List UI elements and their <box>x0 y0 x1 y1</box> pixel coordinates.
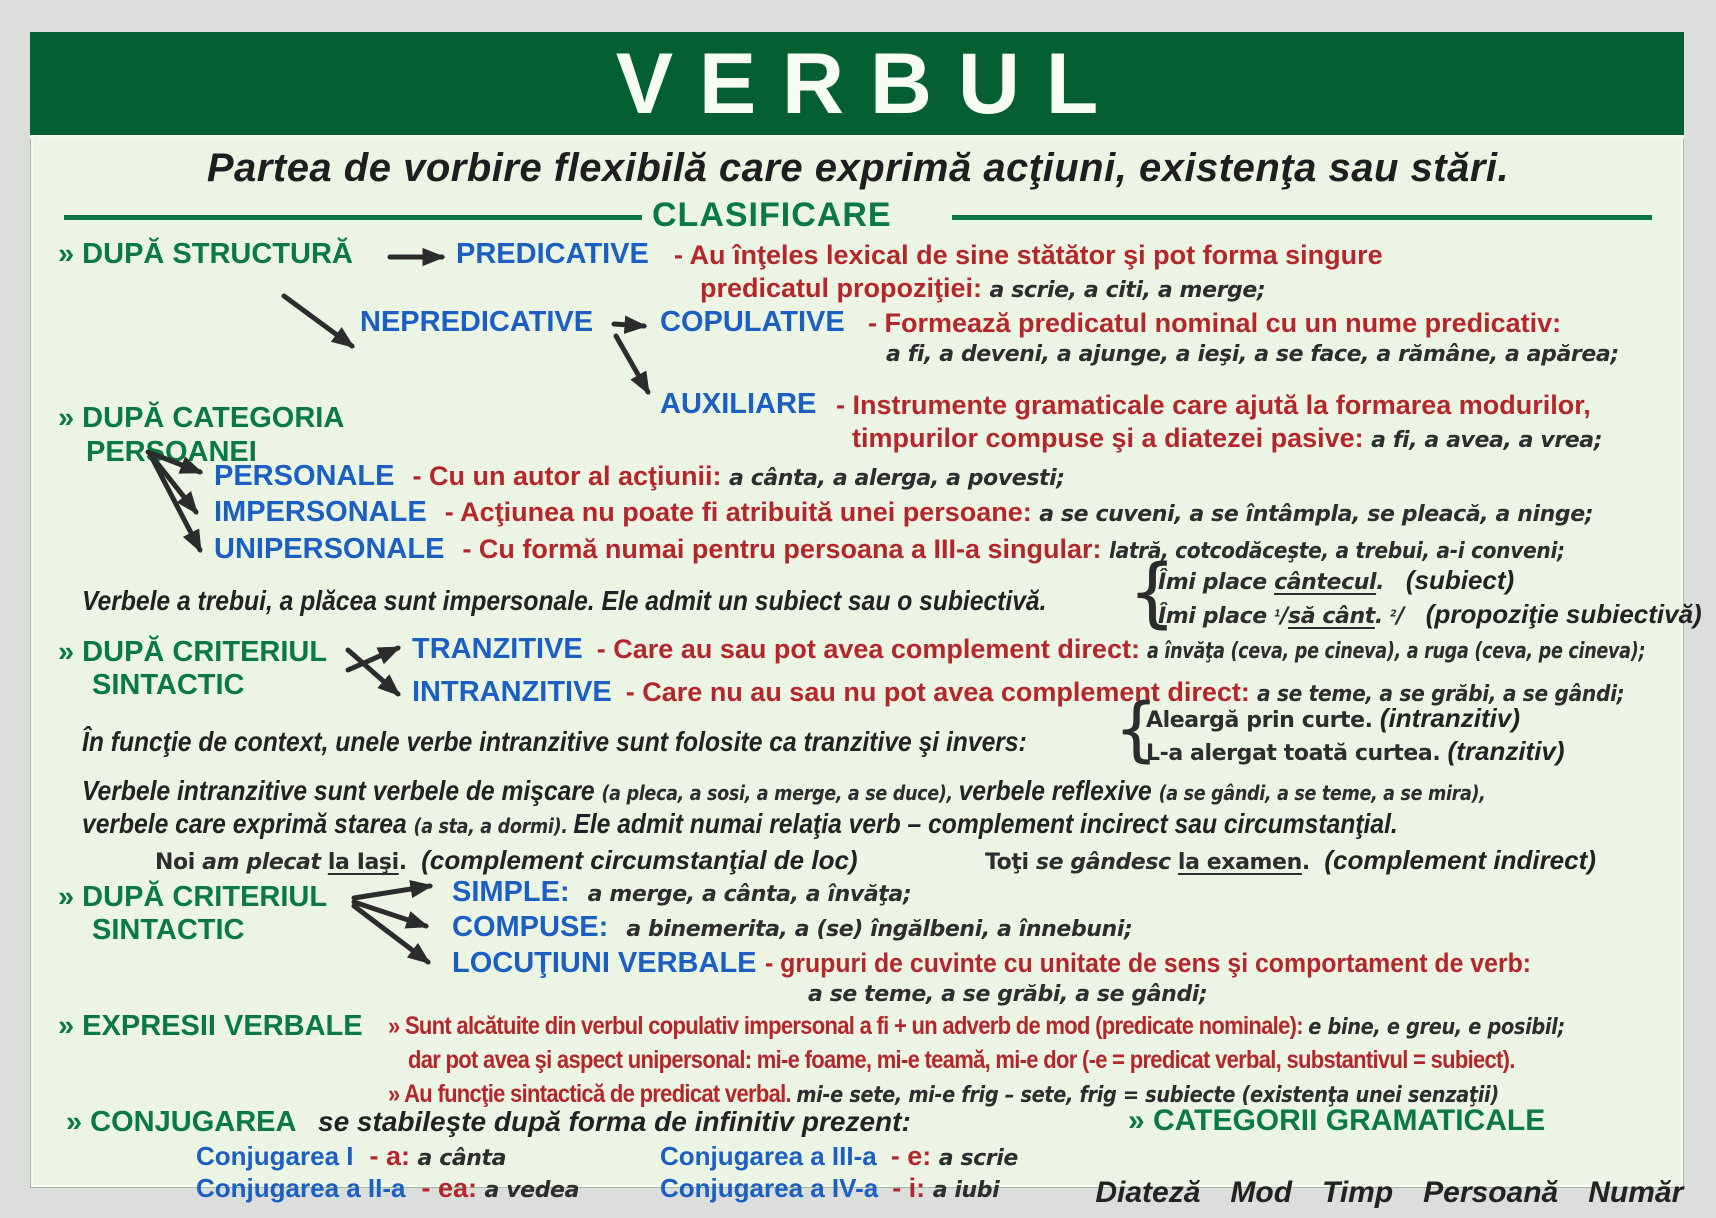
row-tranzitive <box>412 633 1716 666</box>
title-bar <box>30 32 1684 139</box>
impersonale-desc: - Acţiunea nu poate fi atribuită unei persoane: <box>444 497 1040 527</box>
row-conjugarea-1 <box>196 1141 506 1172</box>
section-sintactic-1: SINTACTIC <box>92 669 245 701</box>
section-conjugarea: » CONJUGAREA <box>66 1106 297 1138</box>
underlined-subject: cântecul <box>1274 570 1377 595</box>
context-note: În funcţie de context, unele verbe intranzitive sunt folosite ca tranzitive şi invers: <box>82 726 1027 757</box>
term-conjugarea-1: Conjugarea I <box>196 1141 354 1171</box>
section-sintactic-2: SINTACTIC <box>92 914 245 946</box>
row-unipersonale <box>214 533 1604 566</box>
predicative-examples: a scrie, a citi, a merge; <box>989 278 1266 303</box>
conjugarea-3-suffix: - e: <box>890 1141 939 1171</box>
term-impersonale: IMPERSONALE <box>214 496 427 528</box>
example-tag: (intranzitiv) <box>1379 703 1521 733</box>
example-tag: (propoziţie subiectivă) <box>1425 599 1702 629</box>
row-conjugarea-4 <box>660 1173 999 1204</box>
row-simple <box>452 876 911 909</box>
section-dupa-categoria: » DUPĂ CATEGORIA <box>58 402 345 434</box>
term-locutiuni-verbale: LOCUŢIUNI VERBALE <box>452 947 765 979</box>
compuse-examples: a binemerita, a (se) îngălbeni, a înnebuni; <box>626 917 1133 942</box>
categorie-numar: Număr <box>1588 1176 1684 1209</box>
predicative-desc-2: predicatul propoziţiei: a scrie, a citi, a merge; <box>700 273 1266 303</box>
section-dupa-structura: » DUPĂ STRUCTURĂ <box>58 238 353 270</box>
impersonale-note: Verbele a trebui, a plăcea sunt impersonale. Ele admit un subiect sau o subiectivă. <box>82 585 1047 616</box>
categorie-diateza: Diateză <box>1095 1176 1201 1209</box>
auxiliare-examples: a fi, a avea, a vrea; <box>1371 428 1603 453</box>
underlined-clause: să cânt <box>1288 604 1375 629</box>
conjugarea-1-suffix: - a: <box>369 1141 418 1171</box>
term-nepredicative: NEPREDICATIVE <box>360 306 594 338</box>
term-tranzitive: TRANZITIVE <box>412 633 583 665</box>
categorie-timp: Timp <box>1322 1176 1394 1209</box>
brace-example-1: Îmi place cântecul. (subiect) <box>1158 565 1515 595</box>
categorie-persoana: Persoană <box>1423 1176 1559 1209</box>
tranzitive-examples: a învăţa (ceva, pe cineva), a ruga (ceva, pe cineva); <box>1147 639 1646 664</box>
example-tag: (complement circumstanţial de loc) <box>421 845 858 875</box>
row-conjugarea-2 <box>196 1173 579 1204</box>
underlined-la-examen: la examen <box>1177 850 1302 875</box>
categorie-mod: Mod <box>1230 1176 1293 1209</box>
divider-left <box>64 215 642 220</box>
superscript-2: 2 <box>1390 608 1397 620</box>
section-categorii-gramaticale: » CATEGORII GRAMATICALE <box>1128 1104 1546 1137</box>
impersonale-examples: a se cuveni, a se întâmpla, se pleacă, a ninge; <box>1039 502 1594 527</box>
classification-heading: CLASIFICARE <box>652 196 892 234</box>
copulative-examples: a fi, a deveni, a ajunge, a ieşi, a se face, a rămâne, a apărea; <box>886 342 1619 367</box>
conjugarea-note: se stabileşte după forma de infinitiv prezent: <box>318 1106 911 1137</box>
example-tag: (tranzitiv) <box>1447 736 1565 766</box>
term-auxiliare: AUXILIARE <box>660 388 817 420</box>
categorii-items <box>1062 1142 1683 1218</box>
locutiuni-examples: a se teme, a se grăbi, a se gândi; <box>808 982 1208 1007</box>
subtitle: Partea de vorbire flexibilă care exprimă acţiuni, existenţa sau stări. <box>206 146 1510 190</box>
auxiliare-desc-1: - Instrumente gramaticale care ajută la formarea modurilor, <box>836 390 1591 420</box>
conjugarea-4-example: a iubi <box>932 1178 1000 1203</box>
example-tag: (subiect) <box>1405 565 1515 595</box>
example-complement-loc: Noi am plecat la Iaşi. (complement circumstanţial de loc) <box>155 845 858 875</box>
unipersonale-desc: - Cu formă numai pentru persoana a III-a singular: <box>462 534 1110 564</box>
expresii-line-1: » Sunt alcătuite din verbul copulativ impersonal a fi + un adverb de mod (predicate nominale): e bine, e greu, e posibil; <box>388 1012 1565 1040</box>
row-locutiuni <box>452 947 1597 980</box>
section-persoanei: PERSOANEI <box>86 436 257 468</box>
section-criteriul-sintactic-2: » DUPĂ CRITERIUL <box>58 881 328 913</box>
conjugarea-3-example: a scrie <box>938 1146 1018 1171</box>
intranzitive-examples: a se teme, a se grăbi, a se gândi; <box>1257 682 1625 707</box>
term-conjugarea-2: Conjugarea a II-a <box>196 1173 406 1203</box>
term-intranzitive: INTRANZITIVE <box>412 676 612 708</box>
expresii-line-2: dar pot avea şi aspect unipersonal: mi-e foame, mi-e teamă, mi-e dor (-e = predicat verbal, substantivul = subiect). <box>408 1046 1515 1074</box>
conjugarea-4-suffix: - i: <box>892 1173 933 1203</box>
example-tag: (complement indirect) <box>1324 845 1596 875</box>
expresii-examples-3: mi-e sete, mi-e frig – sete, frig = subiecte (existenţa unei senzaţii) <box>796 1083 1499 1108</box>
personale-desc: - Cu un autor al acţiunii: <box>412 461 729 491</box>
section-expresii-verbale: » EXPRESII VERBALE <box>58 1010 363 1042</box>
intranzitive-desc: - Care nu au sau nu pot avea complement direct: <box>625 677 1258 707</box>
term-unipersonale: UNIPERSONALE <box>214 533 445 565</box>
term-copulative: COPULATIVE <box>660 306 845 338</box>
row-impersonale <box>214 496 1593 529</box>
term-compuse: COMPUSE: <box>452 911 617 943</box>
conjugarea-2-example: a vedea <box>484 1178 580 1203</box>
brace-icon: { <box>1114 688 1159 770</box>
underlined-la-iasi: la Iaşi <box>327 850 399 875</box>
conjugarea-1-example: a cânta <box>417 1146 507 1171</box>
intranzitive-paragraph-1: Verbele intranzitive sunt verbele de mişcare (a pleca, a sosi, a merge, a se duce), verbele reflexive (a se gândi, a se teme, a se mira), <box>82 775 1486 806</box>
brace-example-4: L-a alergat toată curtea. (tranzitiv) <box>1146 736 1565 766</box>
locutiuni-desc: - grupuri de cuvinte cu unitate de sens şi comportament de verb: <box>764 948 1531 978</box>
brace-example-2: Îmi place $^1$/să cânt. $^2$/ (propoziţie subiectivă) <box>1158 599 1702 629</box>
term-conjugarea-4: Conjugarea a IV-a <box>660 1173 879 1203</box>
term-predicative: PREDICATIVE <box>456 238 649 270</box>
expresii-examples-1: e bine, e greu, e posibil; <box>1308 1015 1565 1040</box>
example-complement-indirect: Toţi se gândesc la examen. (complement indirect) <box>985 845 1596 875</box>
term-simple: SIMPLE: <box>452 876 578 908</box>
page-title: VERBUL <box>615 35 1125 132</box>
personale-examples: a cânta, a alerga, a povesti; <box>728 466 1065 491</box>
conjugarea-2-suffix: - ea: <box>421 1173 485 1203</box>
row-personale <box>214 460 1065 493</box>
brace-example-3: Aleargă prin curte. (intranzitiv) <box>1146 703 1521 733</box>
term-personale: PERSONALE <box>214 460 395 492</box>
unipersonale-examples: latră, cotcodăceşte, a trebui, a-i conveni; <box>1109 539 1565 564</box>
simple-examples: a merge, a cânta, a învăţa; <box>587 882 912 907</box>
copulative-desc: - Formează predicatul nominal cu un nume predicativ: <box>868 308 1562 338</box>
divider-right <box>952 215 1652 220</box>
tranzitive-desc: - Care au sau pot avea complement direct: <box>596 634 1148 664</box>
predicative-desc-1: - Au înţeles lexical de sine stătător şi pot forma singure <box>674 240 1383 270</box>
auxiliare-desc-2: timpurilor compuse şi a diatezei pasive: a fi, a avea, a vrea; <box>852 423 1603 453</box>
row-compuse <box>452 911 1132 944</box>
superscript-1: 1 <box>1274 608 1281 620</box>
term-conjugarea-3: Conjugarea a III-a <box>660 1141 877 1171</box>
brace-icon: { <box>1128 547 1177 636</box>
intranzitive-paragraph-2: verbele care exprimă starea (a sta, a dormi). Ele admit numai relaţia verb – complement incirect sau circumstanţial. <box>82 808 1398 839</box>
expresii-line-3: » Au funcţie sintactică de predicat verbal. mi-e sete, mi-e frig – sete, frig = subiecte (existenţa unei senzaţii) <box>388 1080 1499 1108</box>
row-conjugarea-3 <box>660 1141 1018 1172</box>
section-criteriul-sintactic-1: » DUPĂ CRITERIUL <box>58 636 328 668</box>
